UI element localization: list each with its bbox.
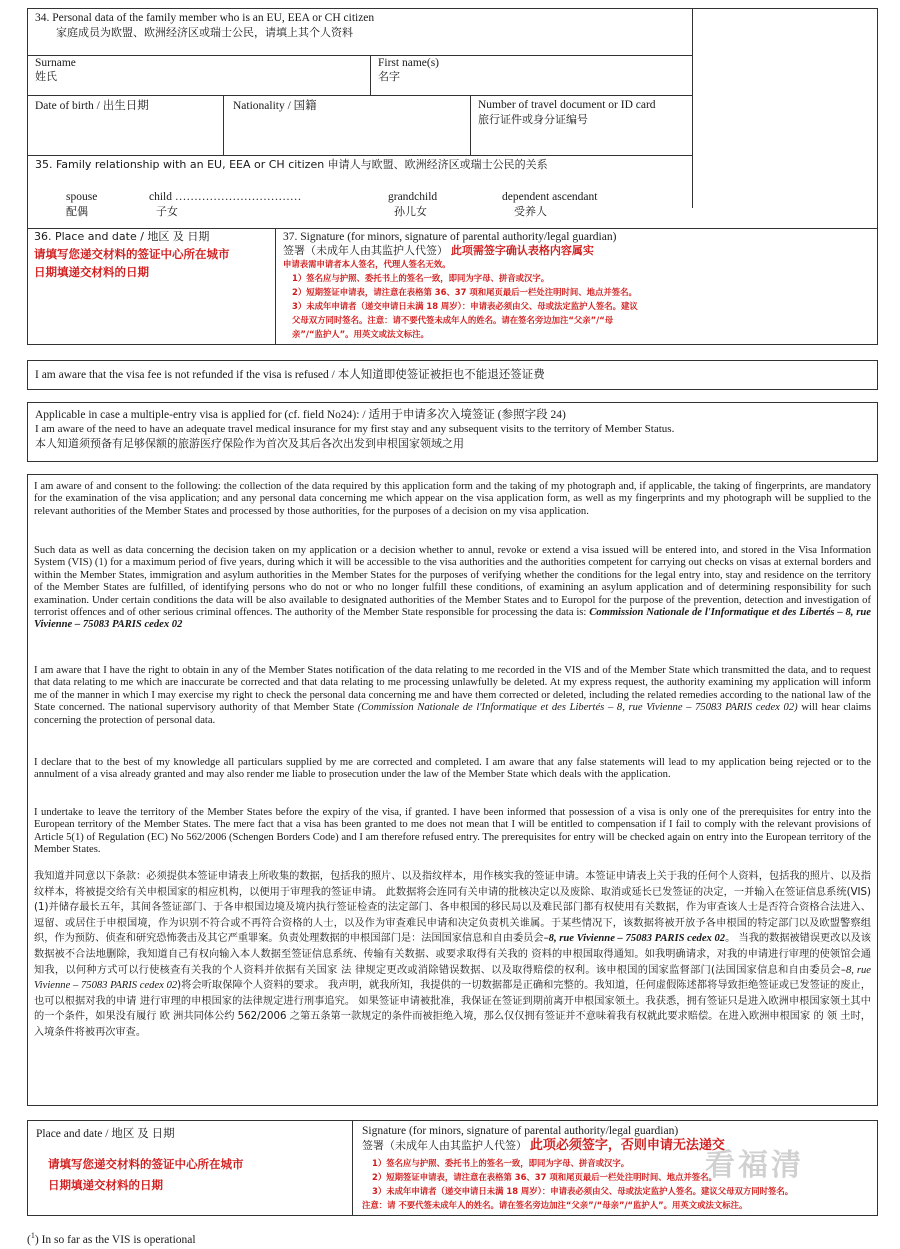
surname-label: Surname [35, 57, 76, 69]
section-37-note-3: 3）未成年申请者（递交申请日未满 18 周岁）：申请表必须由父、母或法定监护人签名。建议 [292, 301, 638, 311]
section-36-note-date: 日期填递交材料的日期 [34, 265, 149, 279]
multi-entry-line2: I am aware of the need to have an adequate travel medical insurance for my first stay and any subsequent visits to the territory of Member Status. [35, 423, 675, 435]
final-signature-sub-cn: 签署（未成年人由其监护人代签） [362, 1139, 527, 1152]
declaration-p3-end: will hear claims concerning the protection of personal data. [34, 702, 871, 726]
child-option-cn: 子女 [156, 205, 178, 218]
final-signature-label: Signature (for minors, signature of parental authority/legal guardian) [362, 1125, 679, 1137]
grandchild-option[interactable]: grandchild [388, 191, 438, 203]
declaration-p2-text: Such data as well as data concerning the decision taken on my application or a decision whether to annul, revoke or extend a visa issued will be entered into, and stored in the Visa Information System (VIS) (1) for a maximum period of five years, during which it will be accessible to the visa authorities and the authorities competent for carrying out checks on visas at external borders and within the Member States, immigration and asylum authorities in the Member States for the purposes of verifying whether the conditions for the legal entry into, stay and residence on the territory of the Member States are fulfilled, of identifying persons who do not or who no longer fulfill these conditions, of examining an asylum application and of determining responsibility for such examination. Under certain conditions the data will be also available to designated authorities of the Member States and to Europol for the purpose of the prevention, detection and investigation of terrorist offences and of other serious criminal offences. The authority of the Member State responsible for processing the data is: [34, 545, 871, 619]
final-note-1: 2）短期签证申请表，请注意在表格第 36、37 项和尾页最后一栏处注明时间、地点并签名。 [372, 1172, 717, 1182]
declaration-p2 [34, 545, 871, 632]
declaration-cn-part1: 我知道并同意以下条款：必须提供本签证申请表上所收集的数据，包括我的照片、以及指纹样本，用作核实我的签证申请。本签证申请表上关于我的任何个人资料，包括我的照片、以及指纹样本，将被提交给有关申根国家的相应机构，以便用于审理我的签证申请。 此数据将会连同有关申请的批核决定以及废除、取消或延长已发签证的决定，一并输入在签证信息系统(VIS)(1)并储存最长五年，其间各签证部门、于各申根国边境及境内执行签证检查的法定部门、各申根国的移民局以及难民部门都有权使用有关数据，作为审查该人士是否符合资格合法进入、逗留、或居住于申根国境，作为识别不符合或不再符合资格的人士，以及作为审查难民申请和决定负责机关谁属。于某些情况下，该数据将被开放予各申根国的特定部门以及欧盟警察组织，作为预防、侦查和研究恐怖袭击及其它严重罪案。负责处理数据的申根国部门是：法国国家信息和自由委员会– [34, 871, 871, 945]
dob-label: Date of birth / 出生日期 [35, 100, 149, 112]
section-36-title: 36. Place and date / 地区 及 日期 [34, 230, 210, 243]
surname-label-cn: 姓氏 [35, 70, 57, 83]
ascendant-option-cn: 受养人 [514, 205, 547, 218]
final-note-2: 3）未成年申请者（递交申请日未满 18 周岁）：申请表必须由父、母或法定监护人签名。建议父母双方同时签名。 [372, 1186, 794, 1196]
multi-entry-line1: Applicable in case a multiple-entry visa is applied for (cf. field No24): / 适用于申请多次入境签证 (参照字段 24) [35, 409, 566, 421]
footnote: ($^1$) In so far as the VIS is operational [27, 1231, 196, 1246]
section-37-note-0: 申请表需申请者本人签名，代理人签名无效。 [283, 259, 451, 269]
section-35-title: 35. Family relationship with an EU, EEA or CH citizen 申请人与欧盟、欧洲经济区或瑞士公民的关系 [35, 158, 548, 171]
spouse-option[interactable]: spouse [66, 191, 98, 203]
declaration-p3-authority: (Commission Nationale de l'Informatique et des Libertés – 8, rue Vivienne – 75083 PARIS cedex 02) [357, 702, 798, 714]
section-37-title: 37. Signature (for minors, signature of parental authority/legal guardian) [283, 231, 617, 243]
grandchild-option-cn: 孙儿女 [394, 205, 427, 218]
surname-field[interactable] [100, 58, 360, 92]
declaration-p1: I am aware of and consent to the following: the collection of the data required by this application form and the taking of my photograph and, if applicable, the taking of fingerprints, are mandatory for the examination of the visa application; and any personal data concerning me which appear on the visa application form, as well as my fingerprints and my photograph will be supplied to the relevant authorities of the Member States and processed by those authorities, for the purposes of a decision on my visa application. [34, 481, 871, 517]
section-37-sub-red: 此项需签字确认表格内容属实 [450, 244, 594, 257]
final-note-date: 日期填递交材料的日期 [48, 1178, 163, 1192]
fee-notice: I am aware that the visa fee is not refunded if the visa is refused / 本人知道即使签证被拒也不能退还签证费 [35, 369, 545, 381]
travel-doc-label: Number of travel document or ID card [478, 99, 656, 111]
declaration-p3 [34, 665, 871, 727]
nationality-field[interactable] [233, 115, 463, 151]
declaration-cn-authority: 8, rue Vivienne – 75083 PARIS cedex 02 [548, 933, 726, 945]
section-37-note-4: 父母双方同时签名。注意：请不要代签未成年人的姓名。请在签名旁边加注“父亲”/“母 [292, 315, 614, 325]
travel-doc-field[interactable] [478, 130, 686, 152]
declaration-cn [34, 869, 871, 1041]
final-place-date-label [36, 1127, 175, 1141]
firstname-field[interactable] [460, 58, 685, 92]
dob-field[interactable] [35, 115, 215, 151]
travel-doc-label-cn: 旅行证件或身分证编号 [478, 113, 588, 126]
final-signature-warning: 此项必须签字，否则申请无法递交 [529, 1138, 725, 1153]
final-note-3: 注意：请 不要代签未成年人的姓名。请在签名旁边加注“父亲”/“母亲”/“监护人”。用英文或法文标注。 [362, 1200, 748, 1210]
declaration-cn-part2: 。 当我的数据被错误更改以及该数据被不合法地删除，我知道自己有权向输入本人数据至签证信息系统、传输有关数据、或要求取得有关我的 资料的申根国取得通知。如我明确请求，对我的申请进行审理的使领馆会通知我，以何种方式可以行使核查有关我的个人资料并依据有关国家 法 律规定更改或消除错误数据、以及取得赔偿的权利。该申根国的国家监督部门(法国国家信息和自由委员会– [34, 933, 871, 976]
footnote-mark: 1 [30, 1231, 35, 1240]
footnote-text: In so far as the VIS is operational [41, 1233, 196, 1246]
declaration-cn-authority-2: 8, rue Vivienne – 75083 PARIS cedex 02 [34, 964, 871, 992]
section-37-sub [283, 244, 594, 258]
ascendant-option[interactable]: dependent ascendant [502, 191, 598, 203]
child-option[interactable]: child …………………………… [149, 191, 302, 203]
final-note-city: 请填写您递交材料的签证中心所在城市 [48, 1157, 244, 1171]
final-place-date-input[interactable] [30, 1145, 348, 1211]
declaration-p3-text: I am aware that I have the right to obtain in any of the Member States notification of the data relating to me recorded in the VIS and of the Member State which transmitted the data, and to request that data relating to me which are inaccurate be corrected and that data relating to me processing unlawfully be deleted. At my express request, the authority examining my application will inform me of the manner in which I may exercise my right to check the personal data concerning me and have them corrected or deleted, including the related remedies according to the national law of the State concerned. The national supervisory authority of that Member State [34, 665, 871, 714]
declaration-p2-authority: Commission Nationale de l'Informatique et des Libertés – 8, rue Vivienne – 75083 PARIS cedex 02 [34, 607, 871, 631]
section-34-title-cn: 家庭成员为欧盟、欧洲经济区或瑞士公民，请填上其个人资料 [56, 26, 353, 39]
declaration-cn-part3: )将会听取保障个人资料的要求。 我声明，就我所知，我提供的一切数据都是正确和完整的。我知道，任何虚假陈述都将导致拒绝签证或已发签证的废止，也可以根据对我的申请 进行审理的申根国家的法律规定进行刑事追究。 如果签证申请被批准，我保证在签证到期前离开申根国家领土。我获悉，拥有签证只是进入欧洲申根国家领土其中的一个条件，如果没有履行 欧 洲共同体公约 562/2006 之第五条第一款规定的条件而被拒绝入境，那么仅仅拥有签证并不意味着我有权就此要求赔偿。在进入欧洲申根国家 的 领 土时，入境条件将被再次审查。 [34, 980, 871, 1038]
watermark: 看福清 [705, 1148, 804, 1183]
multi-entry-line3: 本人知道须预备有足够保额的旅游医疗保险作为首次及其后各次出发到申根国家领域之用 [35, 437, 464, 450]
final-place-date-text: Place and date / 地区 及 日期 [36, 1128, 175, 1140]
nationality-label: Nationality / 国籍 [233, 100, 317, 112]
section-36-note-city: 请填写您递交材料的签证中心所在城市 [34, 247, 230, 261]
spouse-option-cn: 配偶 [66, 205, 88, 218]
section-37-note-5: 亲”/“监护人”。用英文或法文标注。 [292, 329, 429, 339]
section-37-sub-cn: 签署（未成年人由其监护人代签） [283, 244, 448, 257]
final-note-0: 1）签名应与护照、委托书上的签名一致，即同为字母、拼音或汉字。 [372, 1158, 630, 1168]
section-34-title: 34. Personal data of the family member who is an EU, EEA or CH citizen [35, 12, 375, 24]
declaration-p4: I declare that to the best of my knowledge all particulars supplied by me are corrected and completed. I am aware that any false statements will lead to my application being rejected or to the annulment of a visa already granted and may also render me liable to prosecution under the law of the Member State which deals with the application. [34, 757, 871, 781]
firstname-label: First name(s) [378, 57, 440, 69]
firstname-label-cn: 名字 [378, 70, 400, 83]
section-36-input[interactable] [30, 282, 270, 340]
section-37-note-1: 1）签名应与护照、委托书上的签名一致，即同为字母、拼音或汉字。 [292, 273, 550, 283]
section-37-note-2: 2）短期签证申请表，请注意在表格第 36、37 项和尾页最后一栏处注明时间、地点并签名。 [292, 287, 637, 297]
declaration-p5: I undertake to leave the territory of the Member States before the expiry of the visa, if granted. I have been informed that possession of a visa is only one of the prerequisites for entry into the European territory of the Member States. The mere fact that a visa has been granted to me does not mean that I will be entitled to compensation if I fail to comply with the relevant provisions of Article 5(1) of Regulation (EC) No 562/2006 (Schengen Borders Code) and I am therefore refused entry. The prerequisites for entry will be checked again on entry into the European territory of the Member States. [34, 807, 871, 856]
